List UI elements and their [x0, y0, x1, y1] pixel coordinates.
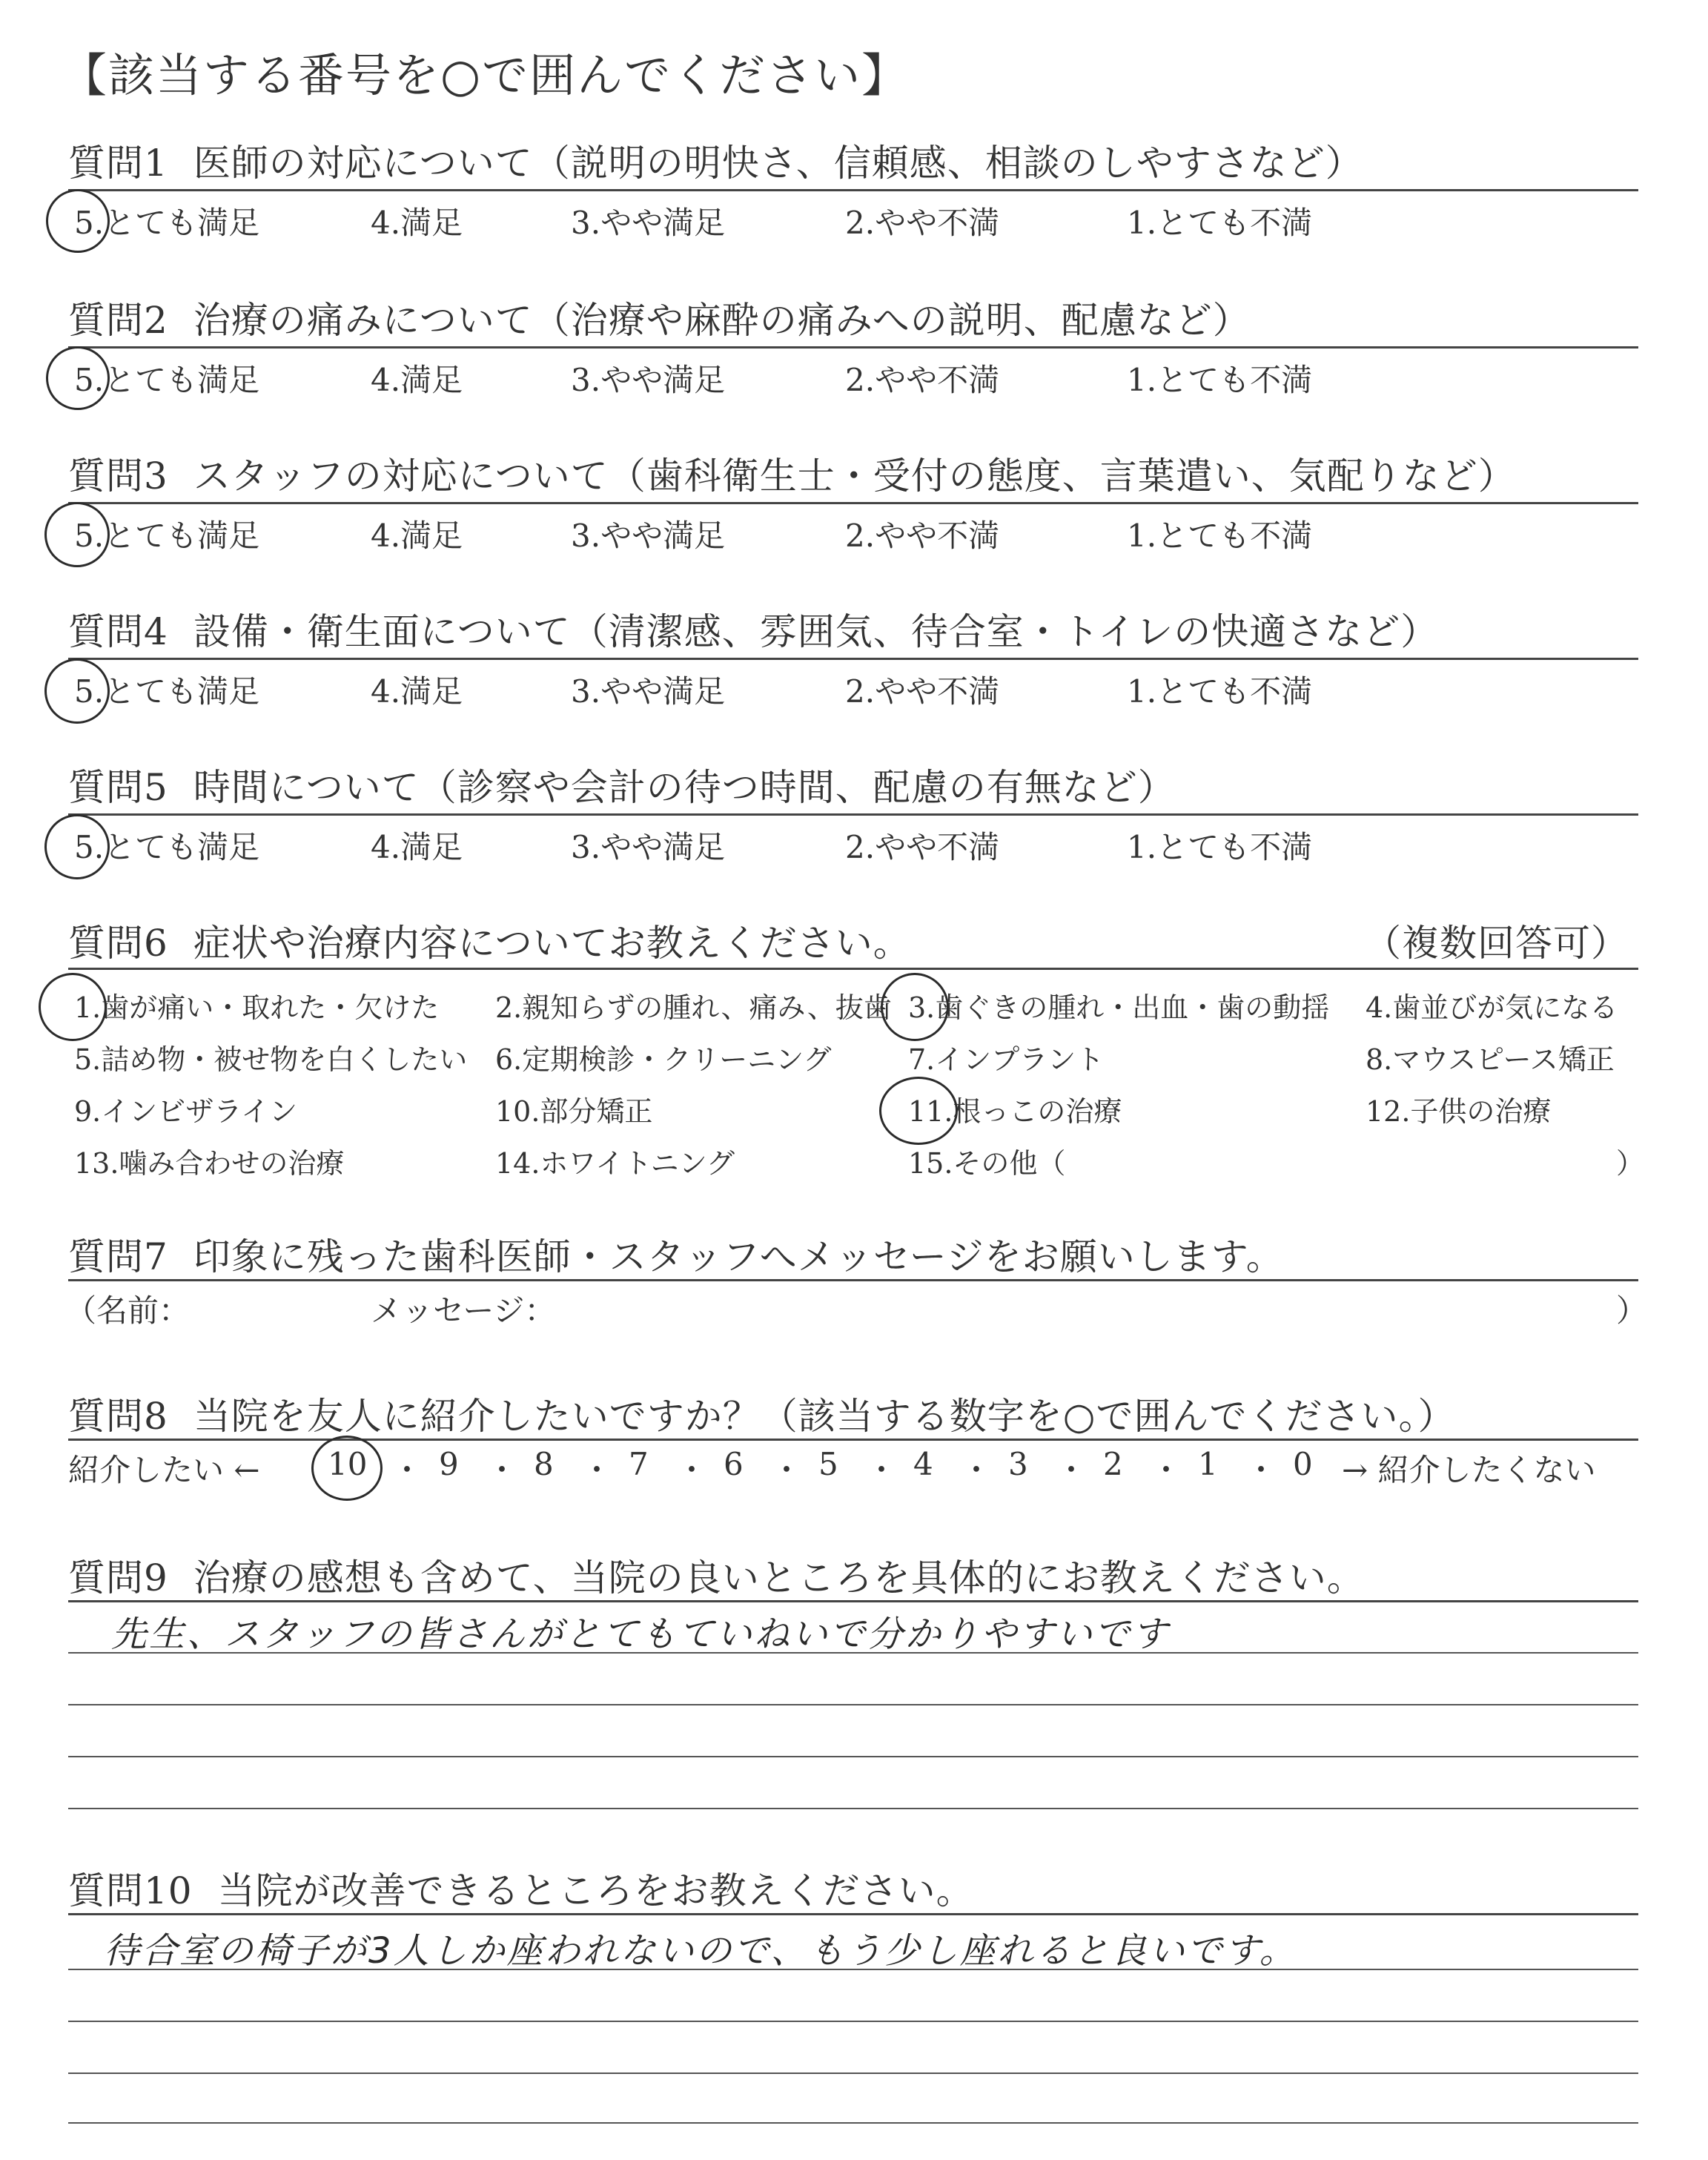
question-3 [68, 446, 1516, 500]
q6-option-8[interactable]: 8.マウスピース矯正 [1366, 1043, 1615, 1076]
q6-option-12[interactable]: 12.子供の治療 [1366, 1095, 1552, 1128]
q3-option-5[interactable]: 5.とても満足 [74, 518, 260, 554]
q3-option-4[interactable]: 4.満足 [371, 518, 463, 554]
answer-circle [39, 973, 107, 1041]
question-number: 質問7 [68, 1235, 168, 1278]
q4-option-1[interactable]: 1.とても不満 [1127, 673, 1313, 710]
answer-line [68, 1652, 1638, 1654]
question-title: スタッフの対応について（歯科衛生士・受付の態度、言葉遣い、気配りなど） [193, 455, 1516, 498]
rule [68, 1600, 1638, 1602]
multiple-answers-note: （複数回答可） [1364, 922, 1629, 965]
question-number: 質問3 [68, 455, 168, 498]
question-6 [68, 914, 911, 967]
rule [68, 189, 1638, 191]
question-number: 質問1 [68, 142, 168, 185]
question-2 [68, 291, 1251, 344]
question-10 [68, 1861, 974, 1915]
scale-10[interactable]: 10 [328, 1446, 368, 1482]
other-close-paren: ） [1616, 1147, 1645, 1180]
not-recommend-label: → 紹介したくない [1342, 1452, 1596, 1488]
question-title: 時間について（診察や会計の待つ時間、配慮の有無など） [193, 766, 1176, 809]
answer-line [68, 1808, 1638, 1809]
answer-circle [44, 814, 110, 879]
question-title: 医師の対応について（説明の明快さ、信頼感、相談のしやすさなど） [193, 142, 1363, 185]
rule [68, 1439, 1638, 1441]
handwritten-answer-improvements: 待合室の椅子が3人しか座われないので、もう少し座れると良いです。 [104, 1930, 1297, 1972]
q2-option-3[interactable]: 3.やや満足 [571, 362, 726, 398]
q4-option-3[interactable]: 3.やや満足 [571, 673, 726, 710]
scale-6[interactable]: 6 [724, 1446, 744, 1482]
scale-7[interactable]: 7 [629, 1446, 649, 1482]
question-title: 症状や治療内容についてお教えください。 [193, 922, 911, 965]
scale-5[interactable]: 5 [818, 1446, 838, 1482]
scale-separator: ・ [391, 1452, 423, 1488]
scale-separator: ・ [771, 1452, 803, 1488]
question-7 [68, 1227, 1284, 1281]
q5-option-4[interactable]: 4.満足 [371, 829, 463, 865]
name-label: （名前： [65, 1292, 191, 1329]
answer-line [68, 1756, 1638, 1757]
q3-option-2[interactable]: 2.やや不満 [845, 518, 1000, 554]
answer-circle [311, 1436, 383, 1501]
scale-3[interactable]: 3 [1008, 1446, 1028, 1482]
q1-option-5[interactable]: 5.とても満足 [74, 205, 260, 241]
scale-8[interactable]: 8 [534, 1446, 554, 1482]
q5-option-2[interactable]: 2.やや不満 [845, 829, 1000, 865]
question-title: 治療の痛みについて（治療や麻酔の痛みへの説明、配慮など） [193, 299, 1251, 342]
q6-option-5[interactable]: 5.詰め物・被せ物を白くしたい [74, 1043, 468, 1076]
answer-circle [46, 346, 110, 410]
q1-option-4[interactable]: 4.満足 [371, 205, 463, 241]
question-8 [68, 1387, 1455, 1440]
q3-option-3[interactable]: 3.やや満足 [571, 518, 726, 554]
answer-line [68, 1704, 1638, 1705]
answer-line [68, 2122, 1638, 2124]
question-title: 治療の感想も含めて、当院の良いところを具体的にお教えください。 [193, 1556, 1365, 1599]
answer-circle [44, 502, 110, 567]
scale-9[interactable]: 9 [439, 1446, 459, 1482]
question-1 [68, 133, 1363, 187]
scale-separator: ・ [1151, 1452, 1182, 1488]
answer-circle [879, 1077, 958, 1145]
question-number: 質問9 [68, 1556, 168, 1599]
scale-separator: ・ [866, 1452, 898, 1488]
q6-option-11[interactable]: 11.根っこの治療 [908, 1095, 1122, 1128]
answer-circle [881, 973, 949, 1041]
form-heading: 【該当する番号を○で囲んでください】 [61, 48, 910, 102]
question-5 [68, 758, 1176, 811]
q6-option-13[interactable]: 13.噛み合わせの治療 [74, 1147, 345, 1180]
scale-separator: ・ [961, 1452, 993, 1488]
message-close-paren: ） [1616, 1292, 1648, 1329]
answer-line [68, 2073, 1638, 2074]
answer-circle [46, 189, 110, 253]
q5-option-5[interactable]: 5.とても満足 [74, 829, 260, 865]
q6-option-1[interactable]: 1.歯が痛い・取れた・欠けた [74, 991, 440, 1024]
scale-1[interactable]: 1 [1198, 1446, 1218, 1482]
answer-circle [44, 658, 110, 724]
q5-option-3[interactable]: 3.やや満足 [571, 829, 726, 865]
scale-4[interactable]: 4 [913, 1446, 933, 1482]
scale-separator: ・ [1245, 1452, 1277, 1488]
q2-option-5[interactable]: 5.とても満足 [74, 362, 260, 398]
q2-option-4[interactable]: 4.満足 [371, 362, 463, 398]
question-9 [68, 1548, 1365, 1602]
q6-option-6[interactable]: 6.定期検診・クリーニング [495, 1043, 832, 1076]
question-number: 質問10 [68, 1869, 193, 1912]
q6-option-4[interactable]: 4.歯並びが気になる [1366, 991, 1618, 1024]
q5-option-1[interactable]: 1.とても不満 [1127, 829, 1313, 865]
q4-option-4[interactable]: 4.満足 [371, 673, 463, 710]
q4-option-5[interactable]: 5.とても満足 [74, 673, 260, 710]
scale-separator: ・ [676, 1452, 708, 1488]
q6-option-3[interactable]: 3.歯ぐきの腫れ・出血・歯の動揺 [908, 991, 1330, 1024]
rule [68, 1913, 1638, 1915]
q1-option-1[interactable]: 1.とても不満 [1127, 205, 1313, 241]
scale-separator: ・ [1056, 1452, 1088, 1488]
scale-separator: ・ [581, 1452, 613, 1488]
rule [68, 658, 1638, 660]
q6-option-7[interactable]: 7.インプラント [908, 1043, 1105, 1076]
q6-option-9[interactable]: 9.インビザライン [74, 1095, 298, 1128]
question-number: 質問5 [68, 766, 168, 809]
q6-option-14[interactable]: 14.ホワイトニング [495, 1147, 735, 1180]
scale-0[interactable]: 0 [1293, 1446, 1313, 1482]
q2-option-1[interactable]: 1.とても不満 [1127, 362, 1313, 398]
q6-option-10[interactable]: 10.部分矯正 [495, 1095, 653, 1128]
rule [68, 346, 1638, 349]
answer-line [68, 1969, 1638, 1970]
scale-2[interactable]: 2 [1103, 1446, 1123, 1482]
message-label: メッセージ： [371, 1292, 556, 1329]
q1-option-2[interactable]: 2.やや不満 [845, 205, 1000, 241]
rule [68, 813, 1638, 816]
question-number: 質問6 [68, 922, 168, 965]
q3-option-1[interactable]: 1.とても不満 [1127, 518, 1313, 554]
rule [68, 968, 1638, 970]
question-number: 質問4 [68, 610, 168, 653]
q2-option-2[interactable]: 2.やや不満 [845, 362, 1000, 398]
question-4 [68, 602, 1438, 655]
answer-line [68, 2021, 1638, 2022]
recommend-label: 紹介したい ← [68, 1452, 260, 1488]
handwritten-answer-good-points: 先生、スタッフの皆さんがとてもていねいで分かりやすいです [111, 1614, 1171, 1655]
question-title: 当院が改善できるところをお教えください。 [217, 1869, 974, 1912]
q4-option-2[interactable]: 2.やや不満 [845, 673, 1000, 710]
question-title: 当院を友人に紹介したいですか？（該当する数字を○で囲んでください。） [193, 1395, 1456, 1438]
q6-option-15[interactable]: 15.その他（ [908, 1147, 1066, 1180]
q1-option-3[interactable]: 3.やや満足 [571, 205, 726, 241]
rule [68, 502, 1638, 504]
question-title: 設備・衛生面について（清潔感、雰囲気、待合室・トイレの快適さなど） [193, 610, 1439, 653]
question-number: 質問8 [68, 1395, 168, 1438]
q6-option-2[interactable]: 2.親知らずの腫れ、痛み、抜歯 [495, 991, 892, 1024]
question-title: 印象に残った歯科医師・スタッフへメッセージをお願いします。 [193, 1235, 1284, 1278]
scale-separator: ・ [486, 1452, 518, 1488]
rule [68, 1279, 1638, 1281]
question-number: 質問2 [68, 299, 168, 342]
